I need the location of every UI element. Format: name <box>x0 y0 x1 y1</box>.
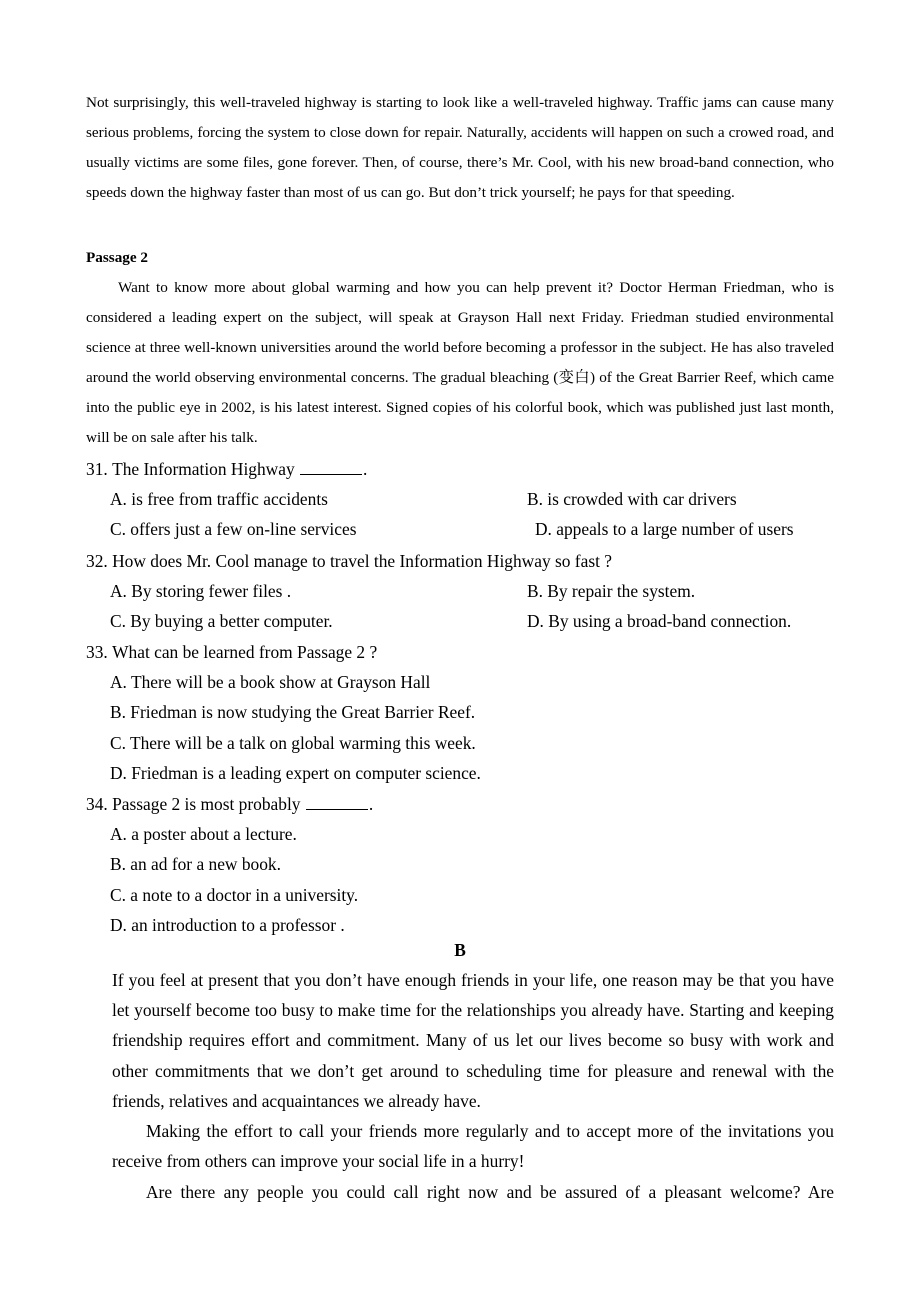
question-33-stem-text: What can be learned from Passage 2 ? <box>112 642 378 662</box>
question-31-option-a[interactable]: A. is free from traffic accidents <box>110 489 328 510</box>
question-32-option-a[interactable]: A. By storing fewer files . <box>110 581 292 602</box>
question-31-option-c[interactable]: C. offers just a few on-line services <box>110 519 357 540</box>
question-31-blank[interactable] <box>300 459 362 475</box>
question-34-blank[interactable] <box>306 794 368 810</box>
question-33-stem <box>86 637 846 667</box>
question-32-option-c[interactable]: C. By buying a better computer. <box>110 611 333 632</box>
question-31-options-row-1 <box>86 484 846 514</box>
question-32-number: 32. <box>86 551 108 571</box>
question-34-option-a[interactable]: A. a poster about a lecture. <box>110 824 297 845</box>
question-34-option-b[interactable]: B. an ad for a new book. <box>110 854 281 875</box>
question-33-option-c[interactable]: C. There will be a talk on global warming this week. <box>110 732 476 753</box>
passage2-heading: Passage 2 <box>86 249 149 266</box>
section-b-heading: B <box>454 940 466 960</box>
question-34 <box>86 789 846 940</box>
question-32-option-b[interactable]: B. By repair the system. <box>527 581 696 602</box>
passage1-tail-text: Not surprisingly, this well-traveled highway is starting to look like a well-traveled highway. Traffic jams can cause many serious problems, forcing the system to close down for repair. Naturally, accidents will happen on such a crowed road, and usually victims are some files, gone forever. Then, of course, there’s Mr. Cool, with his new broad-band connection, who speeds down the highway faster than most of us can go. But don’t trick yourself; he pays for that speeding. <box>86 94 834 201</box>
question-31-stem <box>86 454 846 484</box>
question-31-option-d[interactable]: D. appeals to a large number of users <box>535 519 794 540</box>
question-33-option-b[interactable]: B. Friedman is now studying the Great Barrier Reef. <box>110 702 476 723</box>
question-32-stem-text: How does Mr. Cool manage to travel the Information Highway so fast ? <box>112 551 612 571</box>
question-32 <box>86 546 846 637</box>
question-32-options-row-1 <box>86 576 846 606</box>
question-31-number: 31. <box>86 459 108 479</box>
question-32-options-row-2 <box>86 606 846 636</box>
question-32-stem <box>86 546 846 576</box>
question-31-option-b[interactable]: B. is crowded with car drivers <box>527 489 737 510</box>
question-31-stem-tail: . <box>363 459 368 479</box>
question-34-option-d[interactable]: D. an introduction to a professor . <box>110 914 345 935</box>
section-b-paragraph-1-text: If you feel at present that you don’t have enough friends in your life, one reason may be that you have let yourself become too busy to make time for the relationships you already have. Starting and keeping friendship requires effort and commitment. Many of us let our lives become so busy with work and other commitments that we don’t get around to scheduling time for pleasure and renewal with the friends, relatives and acquaintances we already have. <box>112 970 834 1111</box>
question-33 <box>86 637 846 788</box>
passage2-body <box>86 273 834 453</box>
question-32-option-d[interactable]: D. By using a broad-band connection. <box>527 611 792 632</box>
question-33-option-d[interactable]: D. Friedman is a leading expert on computer science. <box>110 762 481 783</box>
question-34-number: 34. <box>86 794 108 814</box>
question-31-options-row-2 <box>86 514 846 544</box>
question-34-stem-text: Passage 2 is most probably <box>112 794 305 814</box>
question-33-number: 33. <box>86 642 108 662</box>
section-b-paragraph-1 <box>112 965 834 1116</box>
question-34-stem <box>86 789 846 819</box>
section-b-paragraph-3-text: Are there any people you could call right now and be assured of a pleasant welcome? Are <box>146 1182 834 1202</box>
passage2-text: Want to know more about global warming and how you can help prevent it? Doctor Herman Friedman, who is considered a leading expert on the subject, will speak at Grayson Hall next Friday. Friedman studied environmental science at three well-known universities around the world before becoming a professor in the subject. He has also traveled around the world observing environmental concerns. The gradual bleaching (变白) of the Great Barrier Reef, which came into the public eye in 2002, is his latest interest. Signed copies of his colorful book, which was published just last month, will be on sale after his talk. <box>86 279 834 446</box>
section-b-paragraph-3 <box>112 1177 834 1207</box>
section-b-paragraph-2-text: Making the effort to call your friends more regularly and to accept more of the invitations you receive from others can improve your social life in a hurry! <box>112 1121 834 1172</box>
question-31-stem-text: The Information Highway <box>112 459 300 479</box>
question-34-stem-tail: . <box>368 794 374 814</box>
section-b-paragraph-2 <box>112 1116 834 1176</box>
question-34-option-c[interactable]: C. a note to a doctor in a university. <box>110 884 359 905</box>
passage1-tail-paragraph <box>86 88 834 208</box>
question-31 <box>86 454 846 545</box>
question-33-option-a[interactable]: A. There will be a book show at Grayson Hall <box>110 672 431 693</box>
